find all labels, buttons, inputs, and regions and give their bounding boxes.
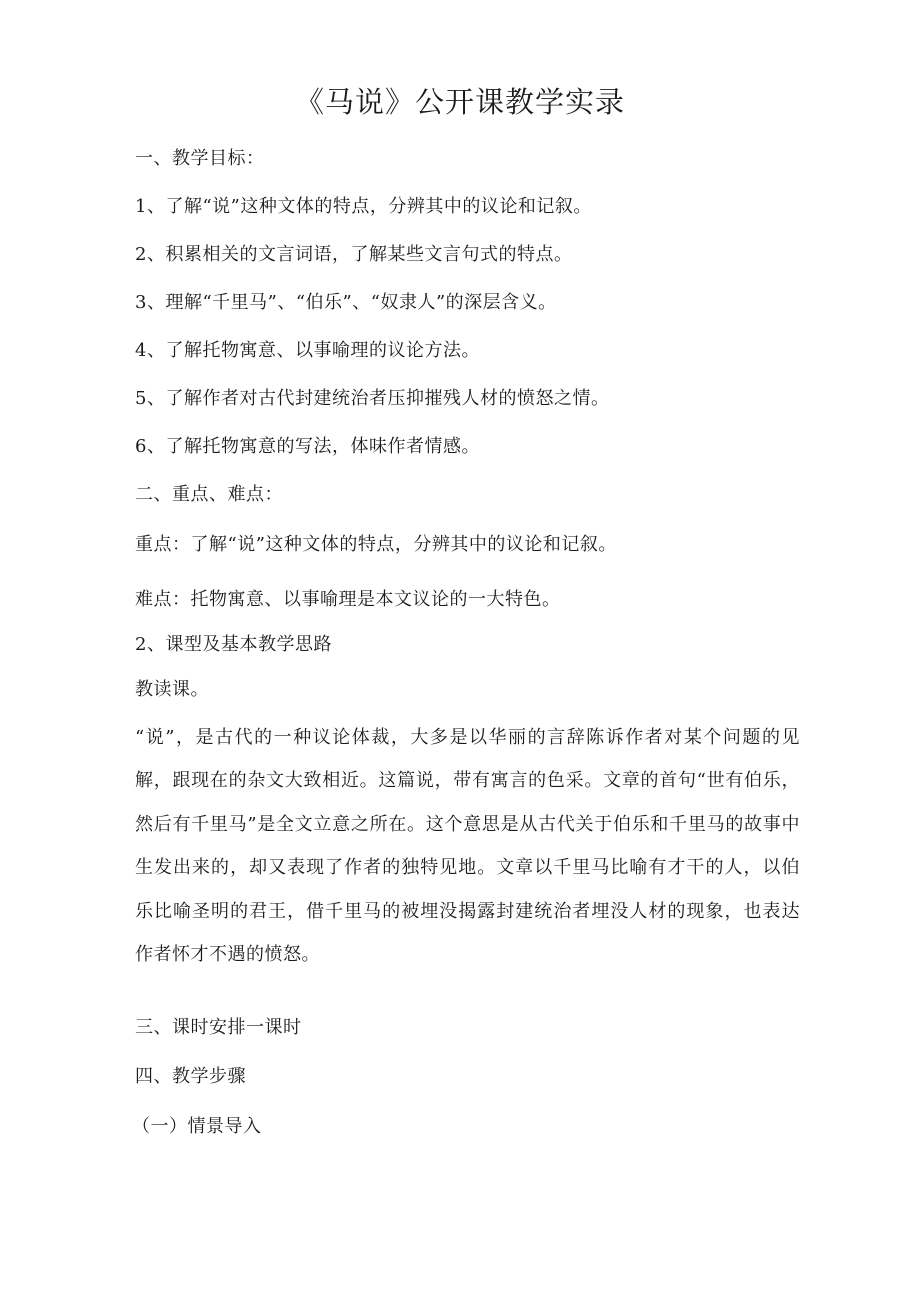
course-type: 教读课。 (135, 679, 209, 700)
difficult-point: 难点：托物寓意、以事喻理是本文议论的一大特色。 (135, 589, 561, 610)
goal-item-1: 1、了解“说”这种文体的特点，分辨其中的议论和记叙。 (135, 196, 592, 217)
document-title: 《马说》公开课教学实录 (294, 85, 625, 119)
course-type-heading: 2、课型及基本教学思路 (135, 634, 332, 655)
goal-item-3: 3、理解“千里马”、“伯乐”、“奴隶人”的深层含义。 (135, 292, 557, 313)
goal-item-4: 4、了解托物寓意、以事喻理的议论方法。 (135, 340, 480, 361)
key-point: 重点：了解“说”这种文体的特点，分辨其中的议论和记叙。 (135, 534, 617, 555)
schedule-heading: 三、课时安排一课时 (135, 1017, 302, 1038)
goal-item-2: 2、积累相关的文言词语，了解某些文言句式的特点。 (135, 244, 573, 265)
goals-heading: 一、教学目标： (135, 148, 265, 169)
step-one-heading: （一）情景导入 (132, 1116, 262, 1137)
steps-heading: 四、教学步骤 (135, 1066, 246, 1087)
key-points-heading: 二、重点、难点： (135, 484, 283, 505)
goal-item-5: 5、了解作者对古代封建统治者压抑摧残人材的愤怒之情。 (135, 388, 610, 409)
goal-item-6: 6、了解托物寓意的写法，体味作者情感。 (135, 436, 480, 457)
intro-paragraph: “说”，是古代的一种议论体裁，大多是以华丽的言辞陈诉作者对某个问题的见解，跟现在的杂文大致相近。这篇说，带有寓言的色采。文章的首句“世有伯乐，然后有千里马”是全文立意之所在。这个意思是从古代关于伯乐和千里马的故事中生发出来的，却又表现了作者的独特见地。文章以千里马比喻有才干的人，以伯乐比喻圣明的君王，借千里马的被埋没揭露封建统治者埋没人材的现象，也表达作者怀才不遇的愤怒。 (135, 727, 800, 966)
